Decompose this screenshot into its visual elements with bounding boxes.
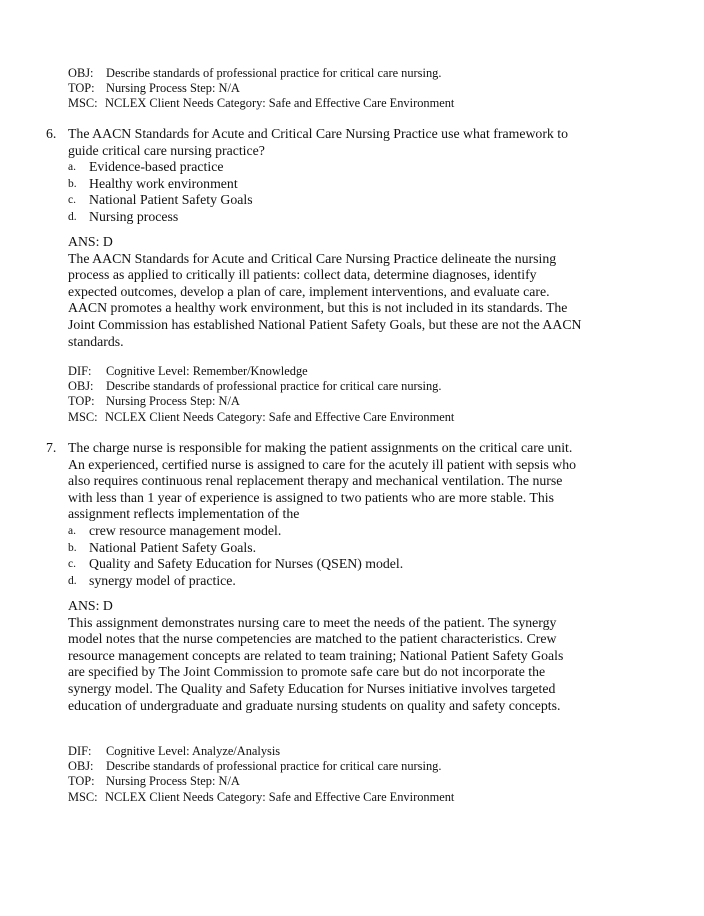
msc-line bbox=[68, 410, 588, 425]
option-text: National Patient Safety Goals bbox=[89, 192, 253, 208]
top-text: Nursing Process Step: N/A bbox=[106, 81, 240, 96]
option-a bbox=[68, 159, 586, 176]
top-line bbox=[68, 81, 588, 96]
obj-text: Describe standards of professional practice for critical care nursing. bbox=[106, 759, 442, 774]
option-letter: c. bbox=[68, 558, 76, 571]
obj-line bbox=[68, 379, 588, 394]
msc-text: NCLEX Client Needs Category: Safe and Effective Care Environment bbox=[105, 96, 455, 111]
option-d bbox=[68, 209, 586, 226]
rationale: This assignment demonstrates nursing care to meet the needs of the patient. The synergy model notes that the nurse competencies are matched to the patient characteristics. Crew resource management concepts are related to team training; National Patient Safety Goals are specified by The Joint Commission to promote safe care but do not incorporate the synergy model. The Quality and Safety Education for Nurses initiative involves targeted education of undergraduate and graduate nursing students on quality and safety concepts. bbox=[68, 614, 564, 713]
answer-block-6 bbox=[68, 234, 582, 350]
option-a bbox=[68, 523, 586, 540]
option-c bbox=[68, 556, 586, 573]
option-d bbox=[68, 573, 586, 590]
option-letter: a. bbox=[68, 524, 76, 537]
top-text: Nursing Process Step: N/A bbox=[106, 394, 240, 409]
answer-key: ANS: D bbox=[68, 598, 113, 613]
question-6 bbox=[46, 126, 586, 226]
option-c bbox=[68, 192, 586, 209]
msc-text: NCLEX Client Needs Category: Safe and Effective Care Environment bbox=[105, 789, 455, 804]
option-b bbox=[68, 540, 586, 557]
option-letter: d. bbox=[68, 574, 77, 587]
option-text: Evidence-based practice bbox=[89, 159, 224, 175]
option-text: Healthy work environment bbox=[89, 175, 238, 191]
msc-key: MSC: bbox=[68, 409, 98, 424]
question-stem: The AACN Standards for Acute and Critical Care Nursing Practice use what framework to guide critical care nursing practice? bbox=[68, 126, 568, 158]
top-line bbox=[68, 394, 588, 409]
dif-key: DIF: bbox=[68, 364, 92, 378]
question-6-metadata bbox=[68, 364, 588, 425]
msc-text: NCLEX Client Needs Category: Safe and Effective Care Environment bbox=[105, 409, 455, 424]
option-b bbox=[68, 176, 586, 193]
question-number: 7. bbox=[46, 440, 57, 455]
dif-text: Cognitive Level: Analyze/Analysis bbox=[106, 744, 281, 758]
obj-key: OBJ: bbox=[68, 759, 94, 774]
msc-line bbox=[68, 96, 588, 111]
obj-line bbox=[68, 66, 588, 81]
option-text: National Patient Safety Goals. bbox=[89, 539, 257, 555]
dif-line bbox=[68, 744, 588, 759]
question-7 bbox=[46, 440, 586, 589]
top-line bbox=[68, 774, 588, 789]
obj-key: OBJ: bbox=[68, 66, 94, 80]
top-key: TOP: bbox=[68, 394, 95, 409]
msc-line bbox=[68, 790, 588, 805]
rationale: The AACN Standards for Acute and Critical Care Nursing Practice delineate the nursing process as applied to critically ill patients: collect data, determine diagnoses, identify expected outcomes, develop a plan of care, implement interventions, and evaluate care. AACN promotes a healthy work environment, but this is not included in its standards. The Joint Commission has established National Patient Safety Goals, but these are not the AACN standards. bbox=[68, 250, 582, 349]
obj-key: OBJ: bbox=[68, 379, 94, 394]
option-text: Quality and Safety Education for Nurses (QSEN) model. bbox=[89, 556, 404, 572]
obj-text: Describe standards of professional practice for critical care nursing. bbox=[106, 379, 442, 394]
option-text: synergy model of practice. bbox=[89, 572, 236, 588]
question-stem: The charge nurse is responsible for making the patient assignments on the critical care unit. An experienced, certified nurse is assigned to care for the acutely ill patient with sepsis who also requires continuous renal replacement therapy and mechanical ventilation. The nurse with less than 1 year of experience is assigned to two patients who are more stable. This assignment reflects implementation of the bbox=[68, 440, 577, 522]
top-key: TOP: bbox=[68, 81, 95, 96]
dif-line bbox=[68, 364, 588, 379]
prev-question-metadata bbox=[68, 66, 588, 112]
obj-text: Describe standards of professional practice for critical care nursing. bbox=[106, 66, 442, 80]
dif-key: DIF: bbox=[68, 744, 92, 758]
obj-line bbox=[68, 759, 588, 774]
msc-key: MSC: bbox=[68, 789, 98, 804]
question-number: 6. bbox=[46, 126, 57, 141]
top-key: TOP: bbox=[68, 774, 95, 789]
msc-key: MSC: bbox=[68, 96, 98, 111]
option-text: crew resource management model. bbox=[89, 522, 282, 538]
question-7-metadata bbox=[68, 744, 588, 805]
answer-block-7 bbox=[68, 598, 582, 714]
top-text: Nursing Process Step: N/A bbox=[106, 774, 240, 789]
option-text: Nursing process bbox=[89, 208, 179, 224]
option-letter: a. bbox=[68, 161, 76, 174]
option-letter: d. bbox=[68, 210, 77, 223]
dif-text: Cognitive Level: Remember/Knowledge bbox=[106, 364, 308, 378]
answer-key: ANS: D bbox=[68, 234, 113, 249]
option-letter: c. bbox=[68, 194, 76, 207]
option-letter: b. bbox=[68, 177, 77, 190]
option-letter: b. bbox=[68, 541, 77, 554]
